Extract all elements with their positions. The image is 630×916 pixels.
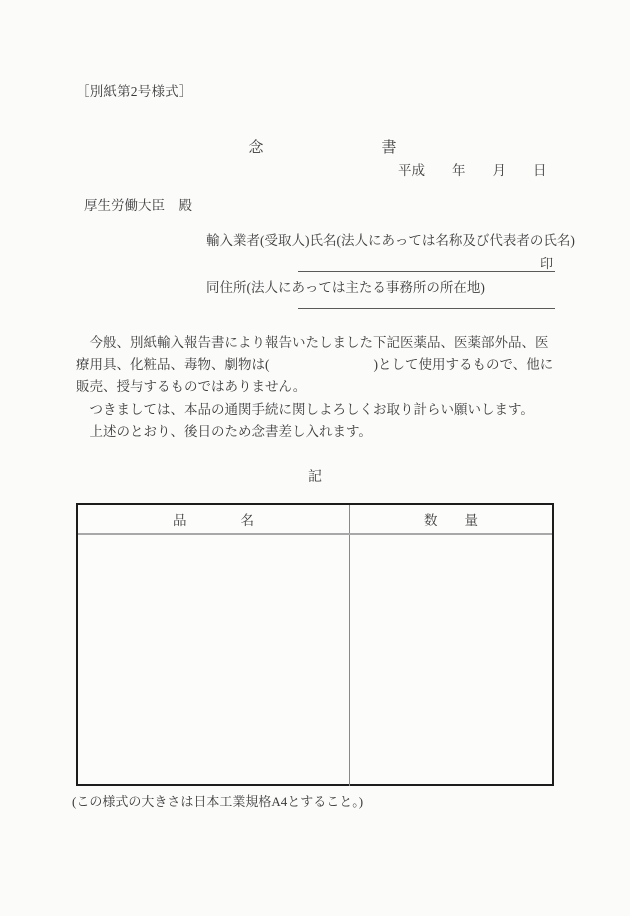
body-paragraph-2: つきましては、本品の通関手続に関しよろしくお取り計らい願いします。 <box>89 401 534 417</box>
record-marker: 記 <box>308 470 322 485</box>
date-line: 平成 年 月 日 <box>398 163 547 178</box>
footer-note: (この様式の大きさは日本工業規格A4とすること。) <box>72 794 364 809</box>
body-paragraph-3: 上述のとおり、後日のため念書差し入れます。 <box>89 423 372 439</box>
importer-address-field[interactable] <box>298 307 555 309</box>
title-char-second: 書 <box>381 140 397 156</box>
title-char-first: 念 <box>248 140 264 156</box>
table-header-row <box>78 505 552 535</box>
table-cell-quantity[interactable] <box>350 535 552 786</box>
seal-mark: 印 <box>539 255 553 271</box>
body-paragraph-1 <box>76 332 560 399</box>
table-cell-product-name[interactable] <box>78 535 350 786</box>
column-header-quantity: 数 量 <box>424 513 478 528</box>
signature-block <box>206 233 575 309</box>
importer-name-field[interactable] <box>298 256 555 272</box>
importer-name-label: 輸入業者(受取人)氏名(法人にあっては名称及び代表者の氏名) <box>206 233 575 248</box>
form-number-tag: ［別紙第2号様式］ <box>76 84 193 99</box>
column-header-product-name: 品 名 <box>78 505 350 533</box>
body-line-1: 今般、別紙輸入報告書により報告いたしました下記医薬品、医薬部外品、医療用具、化 <box>76 335 549 373</box>
table-body <box>78 535 552 786</box>
addressee-line: 厚生労働大臣 殿 <box>84 198 192 213</box>
body-line-2-post: )として使用するもので、他に販売、授与するもの <box>76 357 554 395</box>
items-table <box>76 503 554 786</box>
importer-address-label: 同住所(法人にあっては主たる事務所の所在地) <box>206 279 485 295</box>
body-line-2-pre: 粧品、毒物、劇物は( <box>143 357 270 373</box>
body-text <box>76 332 560 443</box>
body-line-3: ではありません。 <box>197 379 307 395</box>
